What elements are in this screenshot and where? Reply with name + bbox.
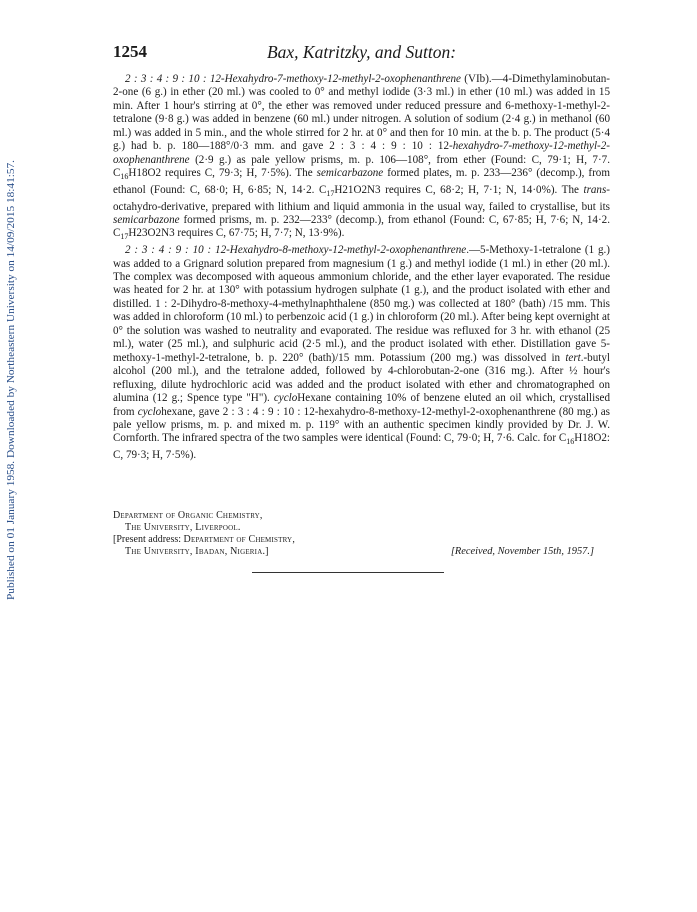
end-rule <box>252 572 444 573</box>
affiliation-university: The University, Liverpool. <box>125 522 241 533</box>
page-header <box>113 42 610 68</box>
body-text <box>113 73 610 463</box>
running-head: Bax, Katritzky, and Sutton: <box>266 42 457 62</box>
affiliation-department: Department of Organic Chemistry, <box>113 510 263 521</box>
present-address-university: The University, Ibadan, Nigeria.] <box>125 546 269 557</box>
received-date: [Received, November 15th, 1957.] <box>450 546 594 557</box>
side-note-svg <box>2 160 18 600</box>
side-note-text: Published on 01 January 1958. Downloaded by Northeastern University on 14/09/2015 18:41:57. <box>6 203 17 600</box>
publication-side-note <box>2 160 18 600</box>
present-address-label: [Present address: <box>113 534 182 545</box>
present-address <box>113 534 295 546</box>
paragraph-hexahydro-7-methoxy: 2 : 3 : 4 : 9 : 10 : 12-Hexahydro-7-methoxy-12-methyl-2-oxophenanthrene (VIb).—4-Dimethylaminobutan-2-one (6 g.) in ether (20 ml.) was cooled to 0° and methyl iodide (3·3 ml.) in ether (10 ml.) was added in 15 min. After 1 hour's stirring at 0°, the ether was removed under reduced pressure and 6-methoxy-1-methyl-2-tetralone (9·8 g.) was added in benzene (60 ml.) under nitrogen. A solution of sodium (2·4 g.) in methanol (60 ml.) was added in 5 min., and the whole stirred for 2 hr. at 0° and then for 10 min. at the b. p. The product (5·4 g.) had b. p. 180—188°/0·3 mm. and gave 2 : 3 : 4 : 9 : 10 : 12-hexahydro-7-methoxy-12-methyl-2-oxophenanthrene (2·9 g.) as pale yellow prisms, m. p. 106—108°, from ether (Found: C, 79·1; H, 7·7. $C_{16}H18O2$ requires C, 79·3; H, 7·5%). The semicarbazone formed plates, m. p. 233—236° (decomp.), from ethanol (Found: C, 68·0; H, 6·85; N, 14·2. $C_{17}H21O2N3$ requires C, 68·2; H, 7·1; N, 14·0%). The trans-octahydro-derivative, prepared with lithium and liquid ammonia in the usual way, failed to crystallise, but its semicarbazone formed prisms, m. p. 232—233° (decomp.), from ethanol (Found: C, 67·85; H, 7·6; N, 14·2. $C_{17}H23O2N3$ requires C, 67·75; H, 7·7; N, 13·9%). <box>113 73 610 242</box>
page-number: 1254 <box>113 42 147 61</box>
paragraph-hexahydro-8-methoxy: 2 : 3 : 4 : 9 : 10 : 12-Hexahydro-8-methoxy-12-methyl-2-oxophenanthrene.—5-Methoxy-1-tetralone (1 g.) was added to a Grignard solution prepared from magnesium (1 g.) and methyl iodide (1 ml.) in ether (20 ml.). The complex was decomposed with aqueous ammonium chloride, and the ether layer evaporated. The residue was heated for 2 hr. at 130° with potassium hydrogen sulphate (1 g.), and the product isolated with ether and distilled. 1 : 2-Dihydro-8-methoxy-4-methylnaphthalene (850 mg.) was collected at 180° (bath) /15 mm. This was added in chloroform (10 ml.) to perbenzoic acid (1 g.) in chloroform (20 ml.). After being kept overnight at 0° the solution was washed to neutrality and evaporated. The residue was refluxed for 3 hr. with ethanol (25 ml.), water (25 ml.), and sulphuric acid (2·5 ml.), and the product isolated with ether. Distillation gave 5-methoxy-1-methyl-2-tetralone, b. p. 220° (bath)/15 mm. Potassium (200 mg.) was dissolved in tert.-butyl alcohol (200 ml.), and the tetralone added, followed by 4-chlorobutan-2-one (316 mg.). After ½ hour's refluxing, dilute hydrochloric acid was added and the product isolated with ether and chromatographed on alumina (12 g.; Spence type "H"). cycloHexane containing 10% of benzene eluted an oil which, crystallised from cyclohexane, gave 2 : 3 : 4 : 9 : 10 : 12-hexahydro-8-methoxy-12-methyl-2-oxophenanthrene (80 mg.) as pale yellow prisms, m. p. and mixed m. p. 119° with an authentic specimen kindly provided by Dr. J. W. Cornforth. The infrared spectra of the two samples were identical (Found: C, 79·0; H, 7·6. Calc. for $C_{16}H18O2$: C, 79·3; H, 7·5%). <box>113 244 611 462</box>
present-address-department: Department of Chemistry, <box>183 534 296 545</box>
